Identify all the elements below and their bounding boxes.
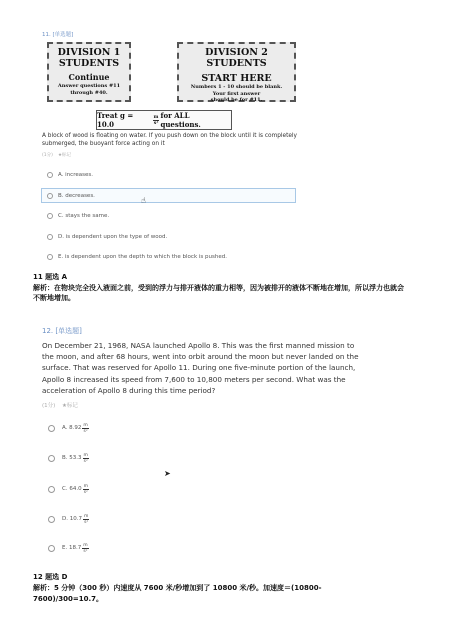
- gravity-constant-note: [96, 110, 232, 130]
- q11-option-a-label: A. increases.: [58, 171, 93, 178]
- treat-suffix: for ALL questions.: [160, 111, 201, 129]
- q12-option-d-label: D. 10.7: [62, 516, 82, 522]
- q11-option-a[interactable]: [41, 167, 296, 182]
- q12-option-c[interactable]: [48, 481, 90, 497]
- division-2-box: [177, 42, 296, 102]
- radio-icon[interactable]: [48, 545, 55, 552]
- q12-option-d-unit: $\frac{m}{\text{s²}}$: [83, 513, 89, 525]
- q12-option-e-label: E. 18.7: [62, 545, 82, 551]
- treat-prefix: Treat g = 10.0: [97, 111, 134, 129]
- division-1-box: [47, 42, 131, 102]
- radio-icon[interactable]: [47, 234, 53, 240]
- division-2-title: DIVISION 2 STUDENTS: [205, 47, 268, 69]
- question-12-answer: 12 题选 D: [33, 573, 68, 581]
- q12-option-c-label: C. 64.0: [62, 486, 82, 492]
- question-11-answer: 11 题选 A: [33, 273, 68, 281]
- q11-option-e[interactable]: [41, 249, 296, 264]
- division-1-note1: Answer questions #11: [57, 83, 121, 89]
- q11-option-b[interactable]: [41, 188, 296, 203]
- question-11-explanation: 解析：在物块完全没入液面之前，受到的浮力与排开液体的重力相等，因为被排开的液体不断地在增加，所以浮力也就会不断地增加。: [33, 284, 404, 302]
- division-2-note1: Numbers 1 - 10 should be blank.: [190, 84, 283, 90]
- question-12-explanation-line1: 解析：5 分钟（300 秒）内速度从 7600 米/秒增加到了 10800 米/秒。加速度＝(10800-: [33, 584, 322, 592]
- q12-option-a-unit: $\frac{m}{\text{s²}}$: [83, 422, 88, 434]
- q12-option-b-unit: $\frac{m}{\text{s²}}$: [83, 452, 88, 464]
- q12-option-d[interactable]: [48, 511, 90, 527]
- q12-option-c-unit: $\frac{m}{\text{s²}}$: [83, 483, 88, 495]
- q11-option-c-label: C. stays the same.: [58, 212, 110, 219]
- q12-option-e-unit: $\frac{m}{\text{s²}}$: [83, 542, 88, 554]
- q11-option-b-label: B. decreases.: [58, 192, 95, 199]
- radio-icon[interactable]: [48, 516, 55, 523]
- division-2-note2: Your first answer: [212, 90, 261, 97]
- q12-option-b[interactable]: [48, 450, 90, 466]
- q11-option-c[interactable]: [41, 208, 296, 223]
- radio-icon[interactable]: [48, 455, 55, 462]
- radio-icon[interactable]: [47, 172, 53, 178]
- question-11-stem: A block of wood is floating on water. If you push down on the block until it is completely submerged, the buoyant force acting on it: [42, 133, 297, 147]
- radio-icon[interactable]: [48, 425, 55, 432]
- q11-option-d[interactable]: [41, 229, 296, 244]
- radio-icon[interactable]: [47, 193, 53, 199]
- q11-option-d-label: D. is dependent upon the type of wood.: [58, 233, 168, 240]
- division-2-note3: should be for #11.: [210, 97, 263, 103]
- division-1-action: Continue: [68, 72, 110, 82]
- question-12-tag: 12. [单选题]: [42, 327, 82, 335]
- treat-unit: $\frac{m}{\text{s²}}$: [153, 114, 159, 126]
- q12-option-a[interactable]: [48, 420, 90, 436]
- question-12-explanation-line2: 7600)/300=10.7。: [33, 595, 103, 603]
- radio-icon[interactable]: [47, 254, 53, 260]
- arrow-cursor-icon: ➤: [164, 469, 171, 478]
- question-11-score: (1分): [42, 153, 53, 158]
- question-12-stem: On December 21, 1968, NASA launched Apollo 8. This was the first manned mission to the moon, and after 68 hours, went into orbit around the moon but never landed on the surface. That was reserved for Apollo 11. During one five-minute portion of the launch, Apollo 8 increased its speed from 7,600 to 10,800 meters per second. What was the acceleration of Apollo 8 during this time period?: [42, 341, 359, 395]
- q12-option-b-label: B. 53.3: [62, 455, 82, 461]
- question-11-tag: 11. [单选题]: [42, 32, 74, 38]
- question-12-flag[interactable]: ★标记: [62, 403, 78, 409]
- division-1-subtitle: STUDENTS: [58, 58, 120, 69]
- division-2-action: START HERE: [201, 73, 272, 84]
- hand-cursor-icon: ☝: [141, 196, 146, 205]
- question-12-score: (1分): [42, 403, 56, 409]
- q12-option-e[interactable]: [48, 540, 90, 556]
- division-1-title: DIVISION 1: [57, 47, 121, 58]
- q12-option-a-label: A. 8.92: [62, 425, 82, 431]
- radio-icon[interactable]: [48, 486, 55, 493]
- question-11-flag[interactable]: ★标记: [58, 153, 72, 158]
- q11-option-e-label: E. is dependent upon the depth to which the block is pushed.: [58, 253, 227, 260]
- radio-icon[interactable]: [47, 213, 53, 219]
- division-1-note2: through #40.: [70, 89, 108, 96]
